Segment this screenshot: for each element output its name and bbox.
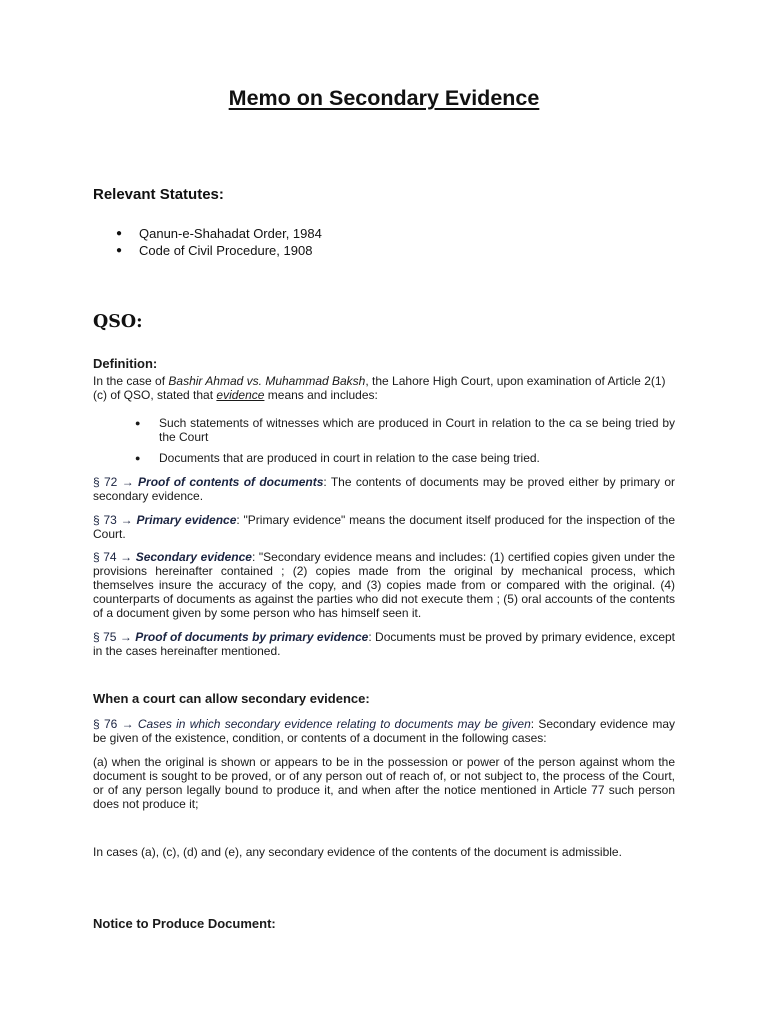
bullet-icon: ●: [116, 245, 123, 256]
page-title: Memo on Secondary Evidence: [228, 86, 540, 110]
when-allow-heading: When a court can allow secondary evidence:: [93, 691, 370, 706]
definition-item-text: Such statements of witnesses which are produced in Court in relation to the ca se being tried by the Court: [159, 416, 675, 444]
notice-heading: Notice to Produce Document:: [93, 916, 276, 931]
bullet-icon: ●: [135, 453, 141, 463]
qso-heading: QSO:: [93, 312, 143, 332]
section-heading: Proof of documents by primary evidence: [135, 630, 369, 644]
section-75: § 75 → Proof of documents by primary evidence: Documents must be proved by primary evidence, except in the cases hereinafter mentioned.: [93, 630, 675, 658]
bullet-icon: ●: [116, 228, 123, 239]
definition-item-text: Documents that are produced in court in relation to the case being tried.: [159, 451, 540, 465]
section-heading: Primary evidence: [136, 513, 237, 527]
relevant-statutes-heading: Relevant Statutes:: [93, 186, 224, 203]
definition-item: [137, 416, 675, 444]
definition-intro: In the case of Bashir Ahmad vs. Muhammad Baksh, the Lahore High Court, upon examination of Article 2(1)(c) of QSO, stated that evidence means and includes:: [93, 374, 666, 402]
case-name: Bashir Ahmad vs. Muhammad Baksh: [168, 374, 366, 388]
bullet-icon: ●: [135, 418, 141, 428]
statute-item-label: Code of Civil Procedure, 1908: [139, 243, 313, 258]
section-74: § 74 → Secondary evidence: "Secondary evidence means and includes: (1) certified copies given under the provisions hereinafter contained ; (2) copies made from the original by mechanical process, which themselves insure the accuracy of the copy, and (3) copies made from or compared with the original. (4) counterparts of documents as against the parties who did not execute them ; (5) oral accounts of the contents of a document given by some person who has himself seen it.: [93, 550, 675, 620]
evidence-term: evidence: [216, 388, 265, 402]
definition-heading: Definition:: [93, 356, 158, 371]
section-76: § 76 → Cases in which secondary evidence relating to documents may be given: Secondary evidence may be given of the existence, condition, or contents of a document in the following cases:: [93, 717, 675, 745]
case-a: (a) when the original is shown or appears to be in the possession or power of the person against whom the document is sought to be proved, or of any person out of reach of, or not subject to, the process of the Court, or of any person legally bound to produce it, and when after the notice mentioned in Article 77 such person does not produce it;: [93, 755, 675, 811]
section-72: § 72 → Proof of contents of documents: The contents of documents may be proved either by primary or secondary evidence.: [93, 475, 675, 503]
section-73: § 73 → Primary evidence: "Primary evidence" means the document itself produced for the inspection of the Court.: [93, 513, 675, 541]
section-heading: Proof of contents of documents: [138, 475, 324, 489]
section-heading: Secondary evidence: [135, 550, 252, 564]
section-heading: Cases in which secondary evidence relating to documents may be given: [137, 717, 531, 731]
statute-item-label: Qanun-e-Shahadat Order, 1984: [139, 226, 322, 241]
definition-item: [137, 451, 675, 465]
admissible-note: In cases (a), (c), (d) and (e), any secondary evidence of the contents of the document is admissible.: [93, 845, 622, 859]
